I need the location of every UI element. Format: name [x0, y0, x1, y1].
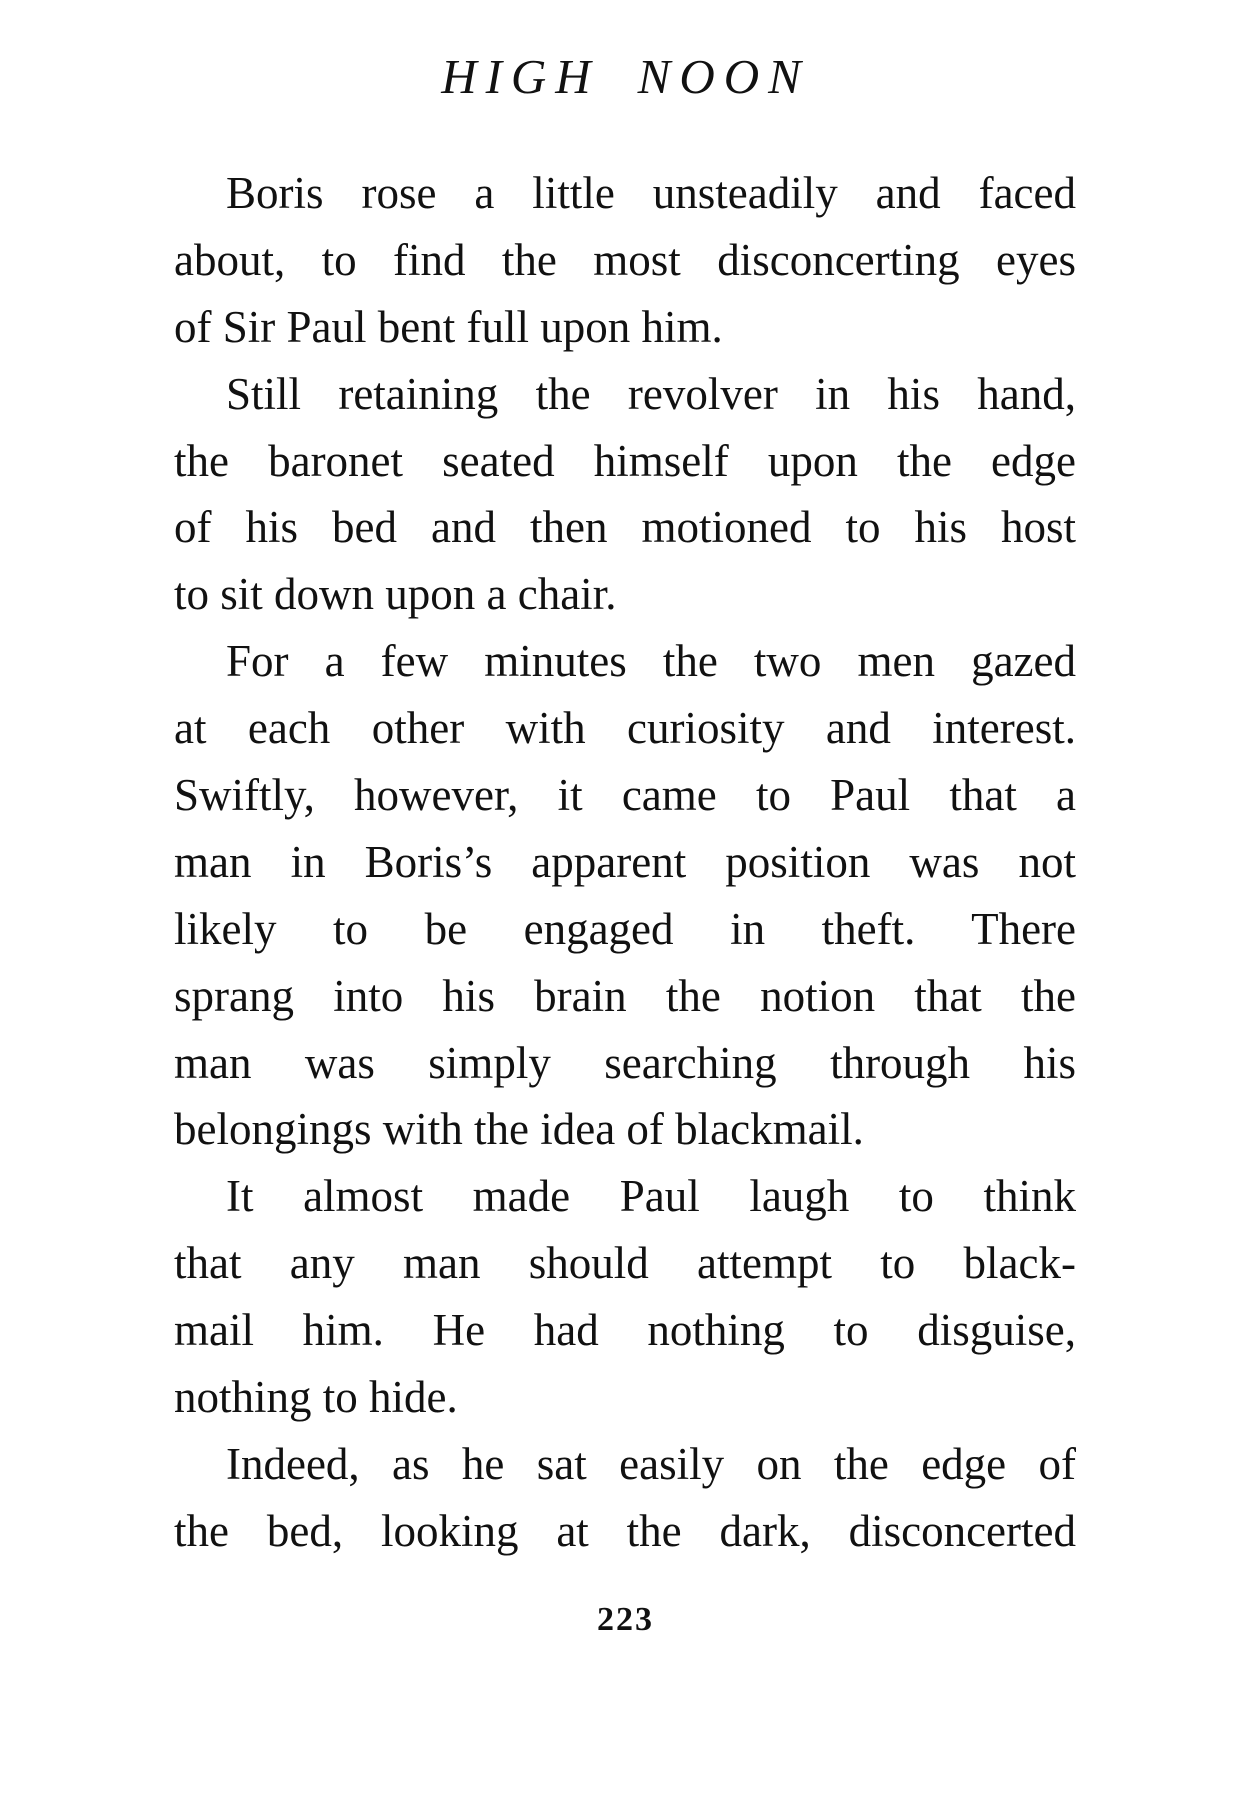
text-line: the baronet seated himself upon the edge	[174, 435, 1076, 486]
text-line: about, to find the most disconcerting eyes	[174, 234, 1076, 285]
body-text	[174, 160, 1076, 1565]
running-head-word: NOON	[637, 49, 810, 104]
text-line: man was simply searching through his	[174, 1037, 1076, 1088]
text-line: that any man should attempt to black-	[174, 1238, 1076, 1289]
text-line: mail him. He had nothing to disguise,	[174, 1305, 1076, 1356]
text-line: Swiftly, however, it came to Paul that a	[174, 770, 1076, 821]
text-line: sprang into his brain the notion that the	[174, 970, 1076, 1021]
text-line: the bed, looking at the dark, disconcerted	[174, 1505, 1076, 1556]
text-line: at each other with curiosity and interest.	[174, 703, 1076, 754]
text-line: Indeed, as he sat easily on the edge of	[226, 1438, 1076, 1489]
running-head	[0, 42, 1251, 112]
page-number: 223	[597, 1601, 654, 1638]
text-line: For a few minutes the two men gazed	[226, 636, 1076, 687]
text-line: likely to be engaged in theft. There	[174, 903, 1076, 954]
text-line: man in Boris’s apparent position was not	[174, 836, 1076, 887]
text-line: to sit down upon a chair.	[174, 569, 617, 620]
text-line: Boris rose a little unsteadily and faced	[226, 168, 1076, 218]
text-line: belongings with the idea of blackmail.	[174, 1104, 864, 1155]
text-line: It almost made Paul laugh to think	[226, 1171, 1076, 1222]
running-head-word: HIGH	[441, 49, 600, 104]
text-line: of his bed and then motioned to his host	[174, 502, 1076, 553]
text-line: nothing to hide.	[174, 1372, 458, 1423]
text-line: Still retaining the revolver in his hand,	[226, 368, 1076, 419]
text-line: of Sir Paul bent full upon him.	[174, 301, 723, 352]
